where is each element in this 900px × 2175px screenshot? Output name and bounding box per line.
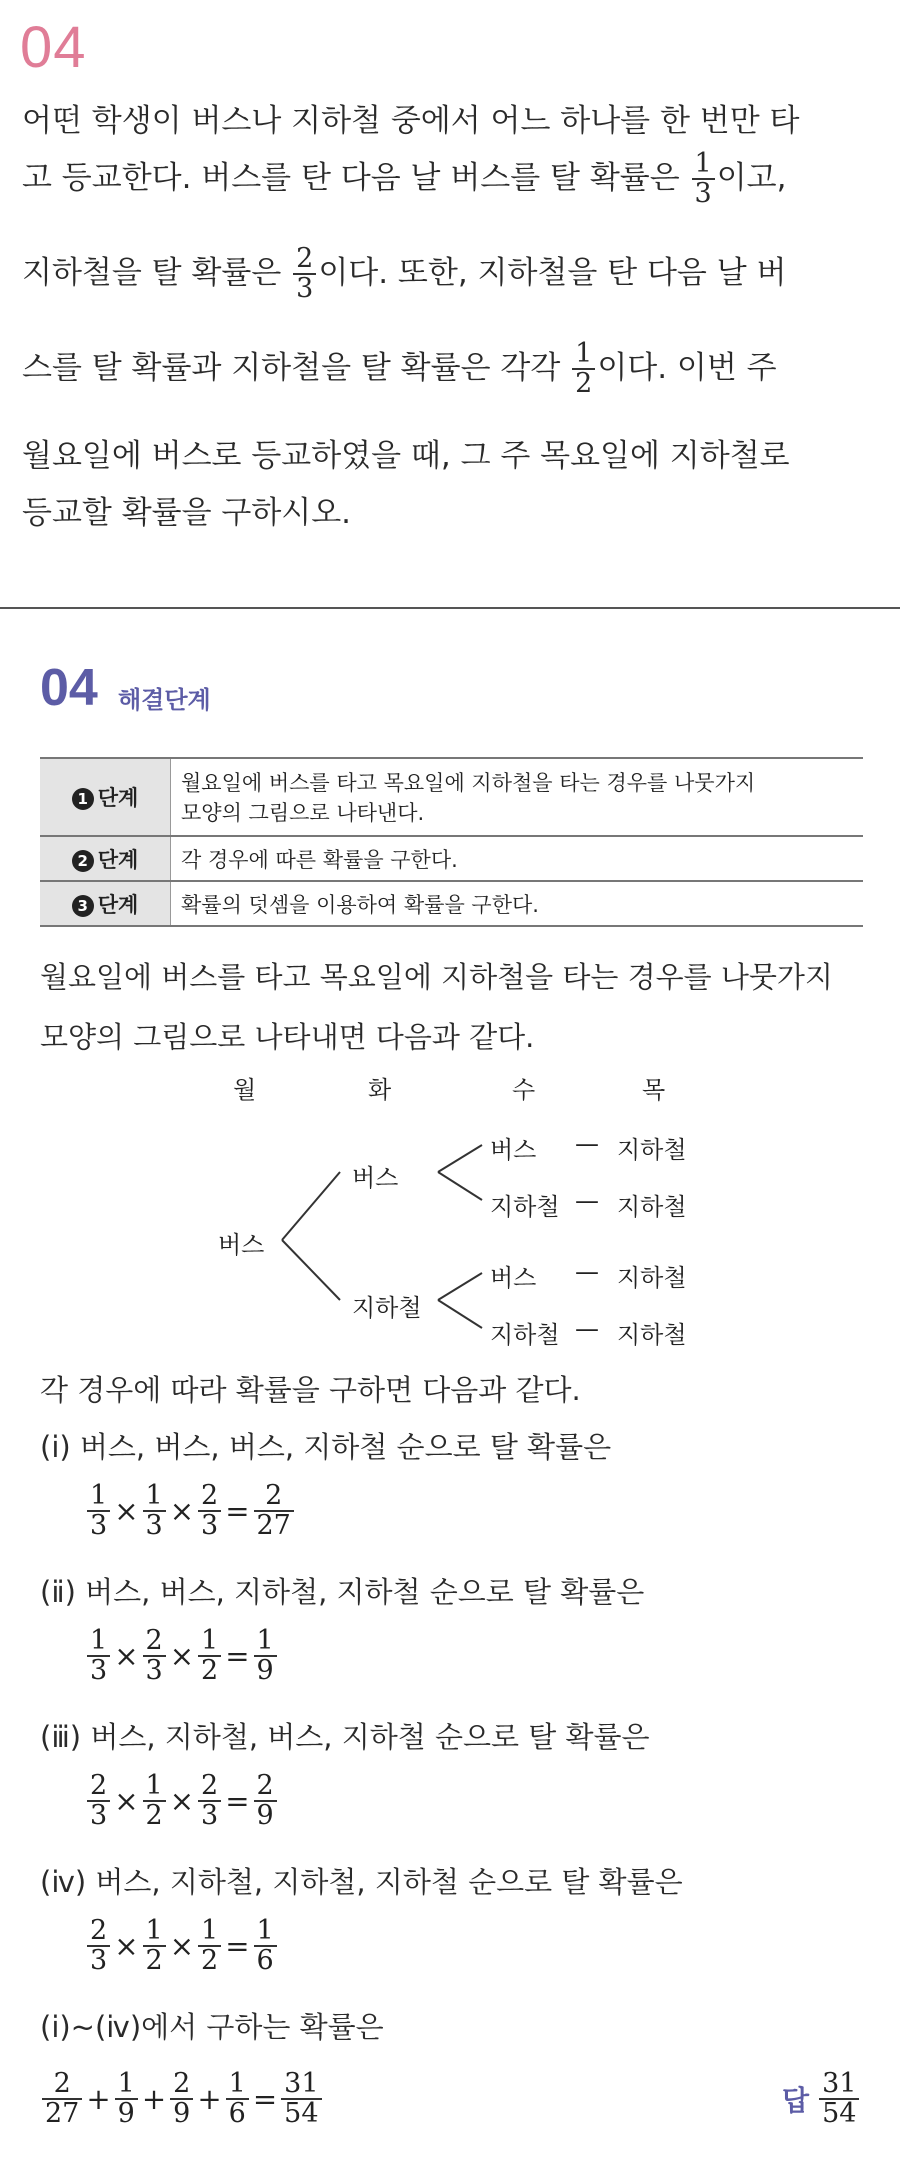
solution-number: 04	[40, 659, 98, 717]
times-sign: ×	[114, 1639, 139, 1674]
denominator: 9	[170, 2098, 193, 2128]
denominator: 27	[42, 2098, 82, 2128]
denominator: 2	[198, 1945, 221, 1975]
numerator: 2	[256, 1770, 274, 1801]
problem-text: 스를 탈 확률과 지하철을 탈 확률은 각각	[22, 349, 571, 386]
fraction	[42, 2070, 82, 2129]
denominator: 3	[198, 1800, 221, 1830]
problem-text: 이다. 또한, 지하철을 탄 다음 날 버	[318, 254, 787, 291]
numerator: 1	[145, 1770, 163, 1801]
fraction-result	[281, 2070, 321, 2129]
numerator: 2	[90, 1915, 108, 1946]
tree-node-tue-bus: 버스	[352, 1164, 399, 1192]
equals-sign: =	[225, 1929, 250, 1964]
denominator: 3	[87, 1800, 110, 1830]
case-label: (ⅰ) 버스, 버스, 버스, 지하철 순으로 탈 확률은	[40, 1430, 612, 1464]
times-sign: ×	[114, 1784, 139, 1819]
case-label: (ⅳ) 버스, 지하철, 지하철, 지하철 순으로 탈 확률은	[40, 1865, 683, 1899]
section-divider	[0, 607, 900, 609]
fraction-result	[254, 1627, 277, 1686]
step-text: 월요일에 버스를 타고 목요일에 지하철을 타는 경우를 나뭇가지	[181, 771, 756, 795]
numerator: 1	[201, 1915, 219, 1946]
sum-equation	[40, 2070, 324, 2129]
fraction	[198, 1627, 221, 1686]
fraction	[87, 1627, 110, 1686]
case-label: (ⅲ) 버스, 지하철, 버스, 지하철 순으로 탈 확률은	[40, 1720, 650, 1754]
numerator: 2	[201, 1480, 219, 1511]
denominator: 3	[198, 1510, 221, 1540]
problem-text: 이고,	[716, 159, 787, 196]
numerator: 1	[90, 1625, 108, 1656]
solution-title: 해결단계	[118, 686, 211, 714]
fraction	[143, 1627, 166, 1686]
step-number-badge: 3	[72, 895, 94, 917]
tree-node-wed: 지하철	[490, 1193, 560, 1221]
fraction	[198, 1772, 221, 1831]
case-equation	[85, 1482, 296, 1541]
denominator: 27	[254, 1510, 294, 1540]
denominator: 2	[143, 1800, 166, 1830]
fraction	[115, 2070, 138, 2129]
step-label-text: 단계	[97, 892, 139, 917]
tree-branches	[0, 1060, 900, 1350]
tree-node-thu: 지하철	[617, 1321, 687, 1349]
equals-sign: =	[225, 1639, 250, 1674]
denominator: 3	[143, 1655, 166, 1685]
branch-line	[282, 1240, 340, 1300]
fraction	[87, 1917, 110, 1976]
denominator: 9	[115, 2098, 138, 2128]
tree-diagram	[0, 1060, 900, 1350]
tree-dash: —	[575, 1315, 599, 1343]
denominator: 2	[143, 1945, 166, 1975]
step-label	[40, 836, 171, 881]
numerator: 2	[296, 243, 314, 274]
times-sign: ×	[114, 1494, 139, 1529]
case-equation	[85, 1772, 279, 1831]
denominator: 9	[254, 1655, 277, 1685]
plus-sign: +	[86, 2082, 111, 2117]
step-description: 확률의 덧셈을 이용하여 확률을 구한다.	[171, 881, 864, 926]
fraction	[198, 1917, 221, 1976]
step-row	[40, 881, 863, 926]
denominator: 2	[198, 1655, 221, 1685]
numerator: 1	[575, 338, 593, 369]
answer	[782, 2070, 861, 2129]
tree-dash: —	[575, 1187, 599, 1215]
tree-node-thu: 지하철	[617, 1193, 687, 1221]
step-row	[40, 836, 863, 881]
denominator: 3	[143, 1510, 166, 1540]
case-equation	[85, 1917, 279, 1976]
denominator: 3	[87, 1655, 110, 1685]
fraction	[143, 1482, 166, 1541]
times-sign: ×	[114, 1929, 139, 1964]
problem-text: 지하철을 탈 확률은	[22, 254, 292, 291]
solution-intro-line-2: 모양의 그림으로 나타내면 다음과 같다.	[40, 1020, 535, 1054]
problem-line-5: 월요일에 버스로 등교하였을 때, 그 주 목요일에 지하철로	[22, 438, 790, 474]
tree-node-wed: 지하철	[490, 1321, 560, 1349]
step-row	[40, 758, 863, 836]
times-sign: ×	[169, 1929, 194, 1964]
numerator: 2	[173, 2068, 191, 2099]
step-label-text: 단계	[97, 786, 139, 810]
step-text: 모양의 그림으로 나타낸다.	[181, 801, 425, 825]
fraction-result	[254, 1917, 277, 1976]
numerator: 2	[201, 1770, 219, 1801]
numerator: 1	[228, 2068, 246, 2099]
equals-sign: =	[225, 1784, 250, 1819]
denominator: 3	[692, 178, 715, 208]
step-description	[171, 758, 864, 836]
numerator: 1	[256, 1625, 274, 1656]
day-header-thu: 목	[642, 1076, 666, 1104]
denominator: 9	[254, 1800, 277, 1830]
branch-line	[282, 1172, 340, 1240]
numerator: 1	[117, 2068, 135, 2099]
day-header-wed: 수	[512, 1076, 536, 1104]
times-sign: ×	[169, 1494, 194, 1529]
sum-intro: (ⅰ)~(ⅳ)에서 구하는 확률은	[40, 2010, 384, 2044]
fraction	[87, 1772, 110, 1831]
fraction-result	[254, 1772, 277, 1831]
tree-node-thu: 지하철	[617, 1264, 687, 1292]
tree-node-wed: 버스	[490, 1264, 537, 1292]
numerator: 1	[694, 148, 712, 179]
problem-line-4	[22, 340, 777, 399]
day-header-tue: 화	[368, 1076, 392, 1104]
fraction-result	[254, 1482, 294, 1541]
fraction	[143, 1772, 166, 1831]
answer-fraction	[819, 2070, 859, 2129]
fraction	[198, 1482, 221, 1541]
denominator: 2	[572, 368, 595, 398]
fraction	[87, 1482, 110, 1541]
fraction	[692, 150, 715, 209]
numerator: 2	[265, 1480, 283, 1511]
times-sign: ×	[169, 1639, 194, 1674]
times-sign: ×	[169, 1784, 194, 1819]
branch-line	[438, 1172, 482, 1200]
branch-line	[438, 1273, 482, 1300]
problem-line-2	[22, 150, 786, 209]
numerator: 2	[90, 1770, 108, 1801]
denominator: 54	[281, 2098, 321, 2128]
denominator: 3	[87, 1510, 110, 1540]
day-header-mon: 월	[233, 1076, 257, 1104]
numerator: 1	[145, 1915, 163, 1946]
steps-table	[40, 757, 863, 927]
tree-node-thu: 지하철	[617, 1136, 687, 1164]
branch-line	[438, 1300, 482, 1328]
tree-node-wed: 버스	[490, 1136, 537, 1164]
problem-text: 이다. 이번 주	[597, 349, 777, 386]
case-label: (ⅱ) 버스, 버스, 지하철, 지하철 순으로 탈 확률은	[40, 1575, 645, 1609]
fraction	[143, 1917, 166, 1976]
problem-line-6: 등교할 확률을 구하시오.	[22, 495, 352, 531]
equals-sign: =	[252, 2082, 278, 2117]
tree-node-root: 버스	[218, 1231, 265, 1259]
solution-intro-line-1: 월요일에 버스를 타고 목요일에 지하철을 타는 경우를 나뭇가지	[40, 960, 833, 994]
numerator: 1	[201, 1625, 219, 1656]
numerator: 31	[284, 2068, 319, 2099]
step-description: 각 경우에 따른 확률을 구한다.	[171, 836, 864, 881]
tree-dash: —	[575, 1130, 599, 1158]
plus-sign: +	[197, 2082, 222, 2117]
denominator: 54	[819, 2098, 859, 2128]
tree-node-tue-subway: 지하철	[352, 1294, 422, 1322]
denominator: 3	[293, 273, 316, 303]
fraction	[226, 2070, 249, 2129]
step-label	[40, 758, 171, 836]
cases-intro: 각 경우에 따라 확률을 구하면 다음과 같다.	[40, 1373, 581, 1407]
problem-line-3	[22, 245, 786, 304]
branch-line	[438, 1145, 482, 1172]
case-equation	[85, 1627, 279, 1686]
fraction	[572, 340, 595, 399]
numerator: 1	[90, 1480, 108, 1511]
plus-sign: +	[141, 2082, 167, 2117]
denominator: 6	[254, 1945, 277, 1975]
denominator: 3	[87, 1945, 110, 1975]
problem-text: 고 등교한다. 버스를 탄 다음 날 버스를 탈 확률은	[22, 159, 690, 196]
fraction	[170, 2070, 193, 2129]
numerator: 1	[145, 1480, 163, 1511]
answer-label: 답	[782, 2084, 810, 2118]
equals-sign: =	[225, 1494, 250, 1529]
fraction	[293, 245, 316, 304]
problem-number: 04	[20, 15, 87, 80]
step-number-badge: 2	[72, 850, 94, 872]
tree-dash: —	[575, 1258, 599, 1286]
numerator: 2	[53, 2068, 71, 2099]
step-number-badge: 1	[72, 788, 94, 810]
numerator: 2	[145, 1625, 163, 1656]
step-label	[40, 881, 171, 926]
numerator: 31	[822, 2068, 857, 2099]
problem-line-1: 어떤 학생이 버스나 지하철 중에서 어느 하나를 한 번만 타	[22, 103, 800, 139]
numerator: 1	[256, 1915, 274, 1946]
denominator: 6	[226, 2098, 249, 2128]
step-label-text: 단계	[97, 847, 139, 872]
